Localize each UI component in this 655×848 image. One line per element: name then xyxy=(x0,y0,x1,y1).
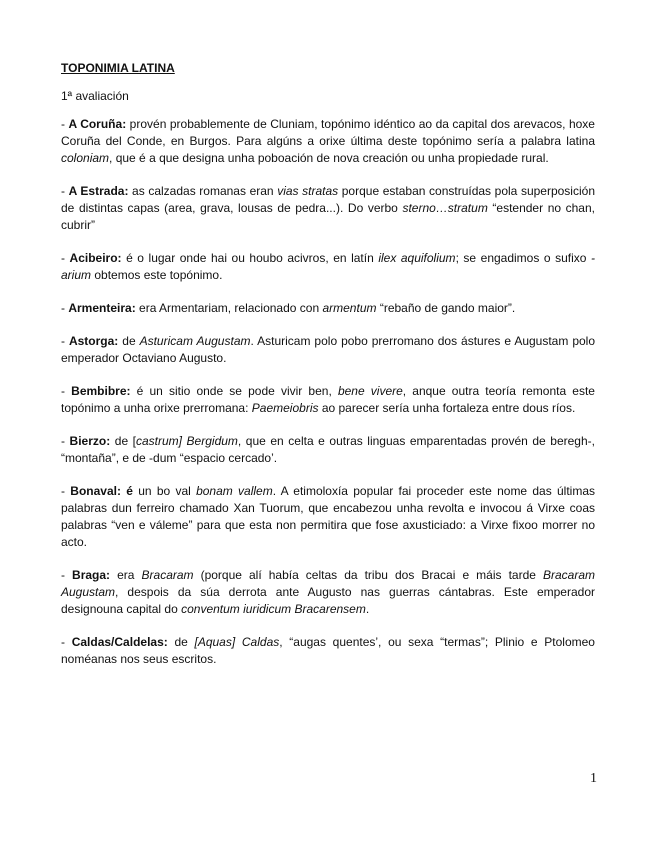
latin-term: -arium xyxy=(61,251,595,282)
entry-text: - xyxy=(61,301,69,315)
toponym-term: A Estrada: xyxy=(68,184,129,198)
entry-text: , despois da súa derrota ante Augusto nas guerras cántabras. Este emperador designouna capital do xyxy=(61,585,595,616)
entry-text: (porque alí había celtas da tribu dos Bracai e máis tarde xyxy=(193,568,543,582)
entry-text: era xyxy=(110,568,142,582)
toponym-entry xyxy=(61,333,595,367)
page-number: 1 xyxy=(590,771,597,786)
entry-text: era Armentariam, relacionado con xyxy=(135,301,323,315)
entry-text: - xyxy=(61,251,70,265)
toponym-entry xyxy=(61,250,595,284)
entry-text: porque estaban construídas pola superposición de distintas capas (area, grava, lousas de pedra...). Do verbo xyxy=(61,184,595,215)
entry-text: . xyxy=(365,602,370,616)
entry-text: obtemos este topónimo. xyxy=(91,268,223,282)
entry-text: , que en celta e outras linguas emparentadas provén de beregh-, “montaña”, e de -dum “espacio cercado’. xyxy=(61,434,595,465)
entry-text: . A etimoloxía popular fai proceder este nome das últimas palabras dun ferreiro chamado Xan Tuorum, que encabezou unha revolta e invocou á Virxe coas palabras “ven e váleme” para que esta non permitira que fose axusticiado: a Virxe fixoo morrer no acto. xyxy=(61,484,596,549)
toponym-term: Bonaval: é xyxy=(70,484,133,498)
entry-text: , “augas quentes’, ou sexa “termas”; Plinio e Ptolomeo noméanas nos seus escritos. xyxy=(61,635,595,666)
document-page xyxy=(61,60,595,684)
toponym-entry xyxy=(61,634,595,668)
toponym-entry xyxy=(61,567,595,618)
entry-text: “rebaño de gando maior”. xyxy=(376,301,516,315)
latin-term: bene vivere xyxy=(337,384,403,398)
document-subtitle: 1ª avaliación xyxy=(61,89,129,103)
toponym-term: Armenteira: xyxy=(68,301,136,315)
entry-text: de xyxy=(118,334,140,348)
entry-text: - xyxy=(61,384,72,398)
entry-text: - xyxy=(61,568,73,582)
toponym-term: Bierzo: xyxy=(69,434,111,448)
latin-term: vias stratas xyxy=(277,184,339,198)
toponym-entry xyxy=(61,383,595,417)
latin-term: sterno…stratum xyxy=(402,201,488,215)
toponym-entry xyxy=(61,116,595,167)
latin-term: bonam vallem xyxy=(196,484,273,498)
latin-term: ilex aquifolium xyxy=(378,251,456,265)
entry-text: - xyxy=(61,184,69,198)
latin-term: Paemeiobris xyxy=(251,401,319,415)
entry-text: provén probablemente de Cluniam, topónimo idéntico ao da capital dos arevacos, hoxe Coruña del Conde, en Burgos. Para algúns a orixe última deste topónimo sería a palabra latina xyxy=(61,117,595,148)
latin-term: Bracaram Augustam xyxy=(61,568,595,599)
entry-text: , anque outra teoría remonta este topónimo a unha orixe prerromana: xyxy=(61,384,595,415)
toponym-term: Braga: xyxy=(72,568,111,582)
entry-text: é un sitio onde se pode vivir ben, xyxy=(130,384,338,398)
entry-text: - xyxy=(61,484,71,498)
entry-text: - xyxy=(61,635,72,649)
toponym-entry xyxy=(61,300,595,317)
document-title: TOPONIMIA LATINA xyxy=(61,61,175,75)
entry-list xyxy=(61,116,595,668)
toponym-term: Acibeiro: xyxy=(69,251,122,265)
entry-text: as calzadas romanas eran xyxy=(128,184,278,198)
entry-text: de xyxy=(167,635,195,649)
entry-text: é o lugar onde hai ou houbo acivros, en latín xyxy=(121,251,379,265)
entry-text: . Asturicam polo pobo prerromano dos ástures e Augustam polo emperador Octaviano Augusto. xyxy=(61,334,596,365)
toponym-entry xyxy=(61,183,595,234)
entry-text: , que é a que designa unha poboación de nova creación ou unha propiedade rural. xyxy=(109,151,549,165)
toponym-term: Bembibre: xyxy=(71,384,131,398)
toponym-term: Caldas/Caldelas: xyxy=(71,635,168,649)
entry-text: de [ xyxy=(110,434,136,448)
toponym-term: A Coruña: xyxy=(68,117,127,131)
entry-text: - xyxy=(61,117,69,131)
latin-term: armentum xyxy=(322,301,377,315)
latin-term: coloniam xyxy=(61,151,110,165)
latin-term: [Aquas] Caldas xyxy=(194,635,280,649)
entry-text: - xyxy=(61,334,69,348)
entry-text: - xyxy=(61,434,70,448)
latin-term: Bracaram xyxy=(141,568,194,582)
toponym-entry xyxy=(61,483,595,551)
entry-text: ao parecer sería unha fortaleza entre dous ríos. xyxy=(318,401,576,415)
entry-text: un bo val xyxy=(132,484,197,498)
toponym-term: Astorga: xyxy=(68,334,119,348)
toponym-entry xyxy=(61,433,595,467)
latin-term: Asturicam Augustam xyxy=(139,334,251,348)
entry-text: ; se engadimos o sufixo xyxy=(455,251,591,265)
entry-text: “estender no chan, cubrir” xyxy=(61,201,595,232)
latin-term: castrum] Bergidum xyxy=(136,434,238,448)
latin-term: conventum iuridicum Bracarensem xyxy=(181,602,366,616)
